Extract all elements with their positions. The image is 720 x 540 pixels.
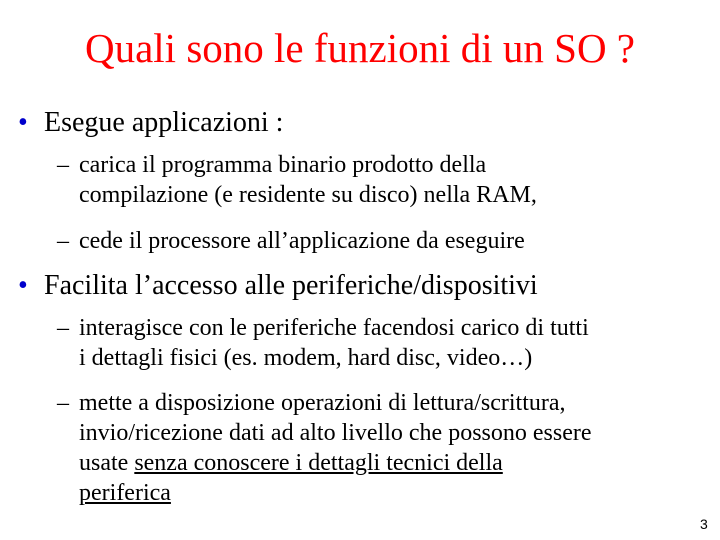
sub-item-line: compilazione (e residente su disco) nella RAM, xyxy=(79,182,537,208)
bullet-esegue-applicazioni xyxy=(18,106,283,140)
sub-marker: – xyxy=(57,390,69,416)
sub-item-line: i dettagli fisici (es. modem, hard disc, video…) xyxy=(79,345,533,371)
sub-item-interagisce xyxy=(57,313,707,373)
sub-item-line: mette a disposizione operazioni di lettura/scrittura, xyxy=(79,390,566,416)
sub-item-line: interagisce con le periferiche facendosi carico di tutti xyxy=(79,315,589,341)
page-number: 3 xyxy=(700,516,708,532)
sub-item-line: carica il programma binario prodotto della xyxy=(79,152,487,178)
sub-marker: – xyxy=(57,315,69,341)
slide-title: Quali sono le funzioni di un SO ? xyxy=(84,25,636,71)
sub-item-line: invio/ricezione dati ad alto livello che possono essere xyxy=(79,420,592,446)
bullet-marker: • xyxy=(18,107,28,138)
bullet-facilita-accesso xyxy=(18,269,538,303)
sub-item-line xyxy=(57,448,707,478)
sub-marker: – xyxy=(57,228,69,254)
plain-text: usate xyxy=(79,450,135,476)
sub-item-line xyxy=(57,478,707,508)
sub-item-carica-programma xyxy=(57,150,707,210)
sub-item-cede-processore xyxy=(57,226,707,256)
bullet-heading: Esegue applicazioni : xyxy=(44,107,284,138)
underlined-text: periferica xyxy=(79,480,171,506)
bullet-heading: Facilita l’accesso alle periferiche/dispositivi xyxy=(44,270,538,301)
sub-marker: – xyxy=(57,152,69,178)
bullet-marker: • xyxy=(18,270,28,301)
underlined-text: senza conoscere i dettagli tecnici della xyxy=(134,450,503,476)
sub-item-mette-a-disposizione xyxy=(57,388,707,508)
sub-item-line: cede il processore all’applicazione da eseguire xyxy=(79,228,525,254)
